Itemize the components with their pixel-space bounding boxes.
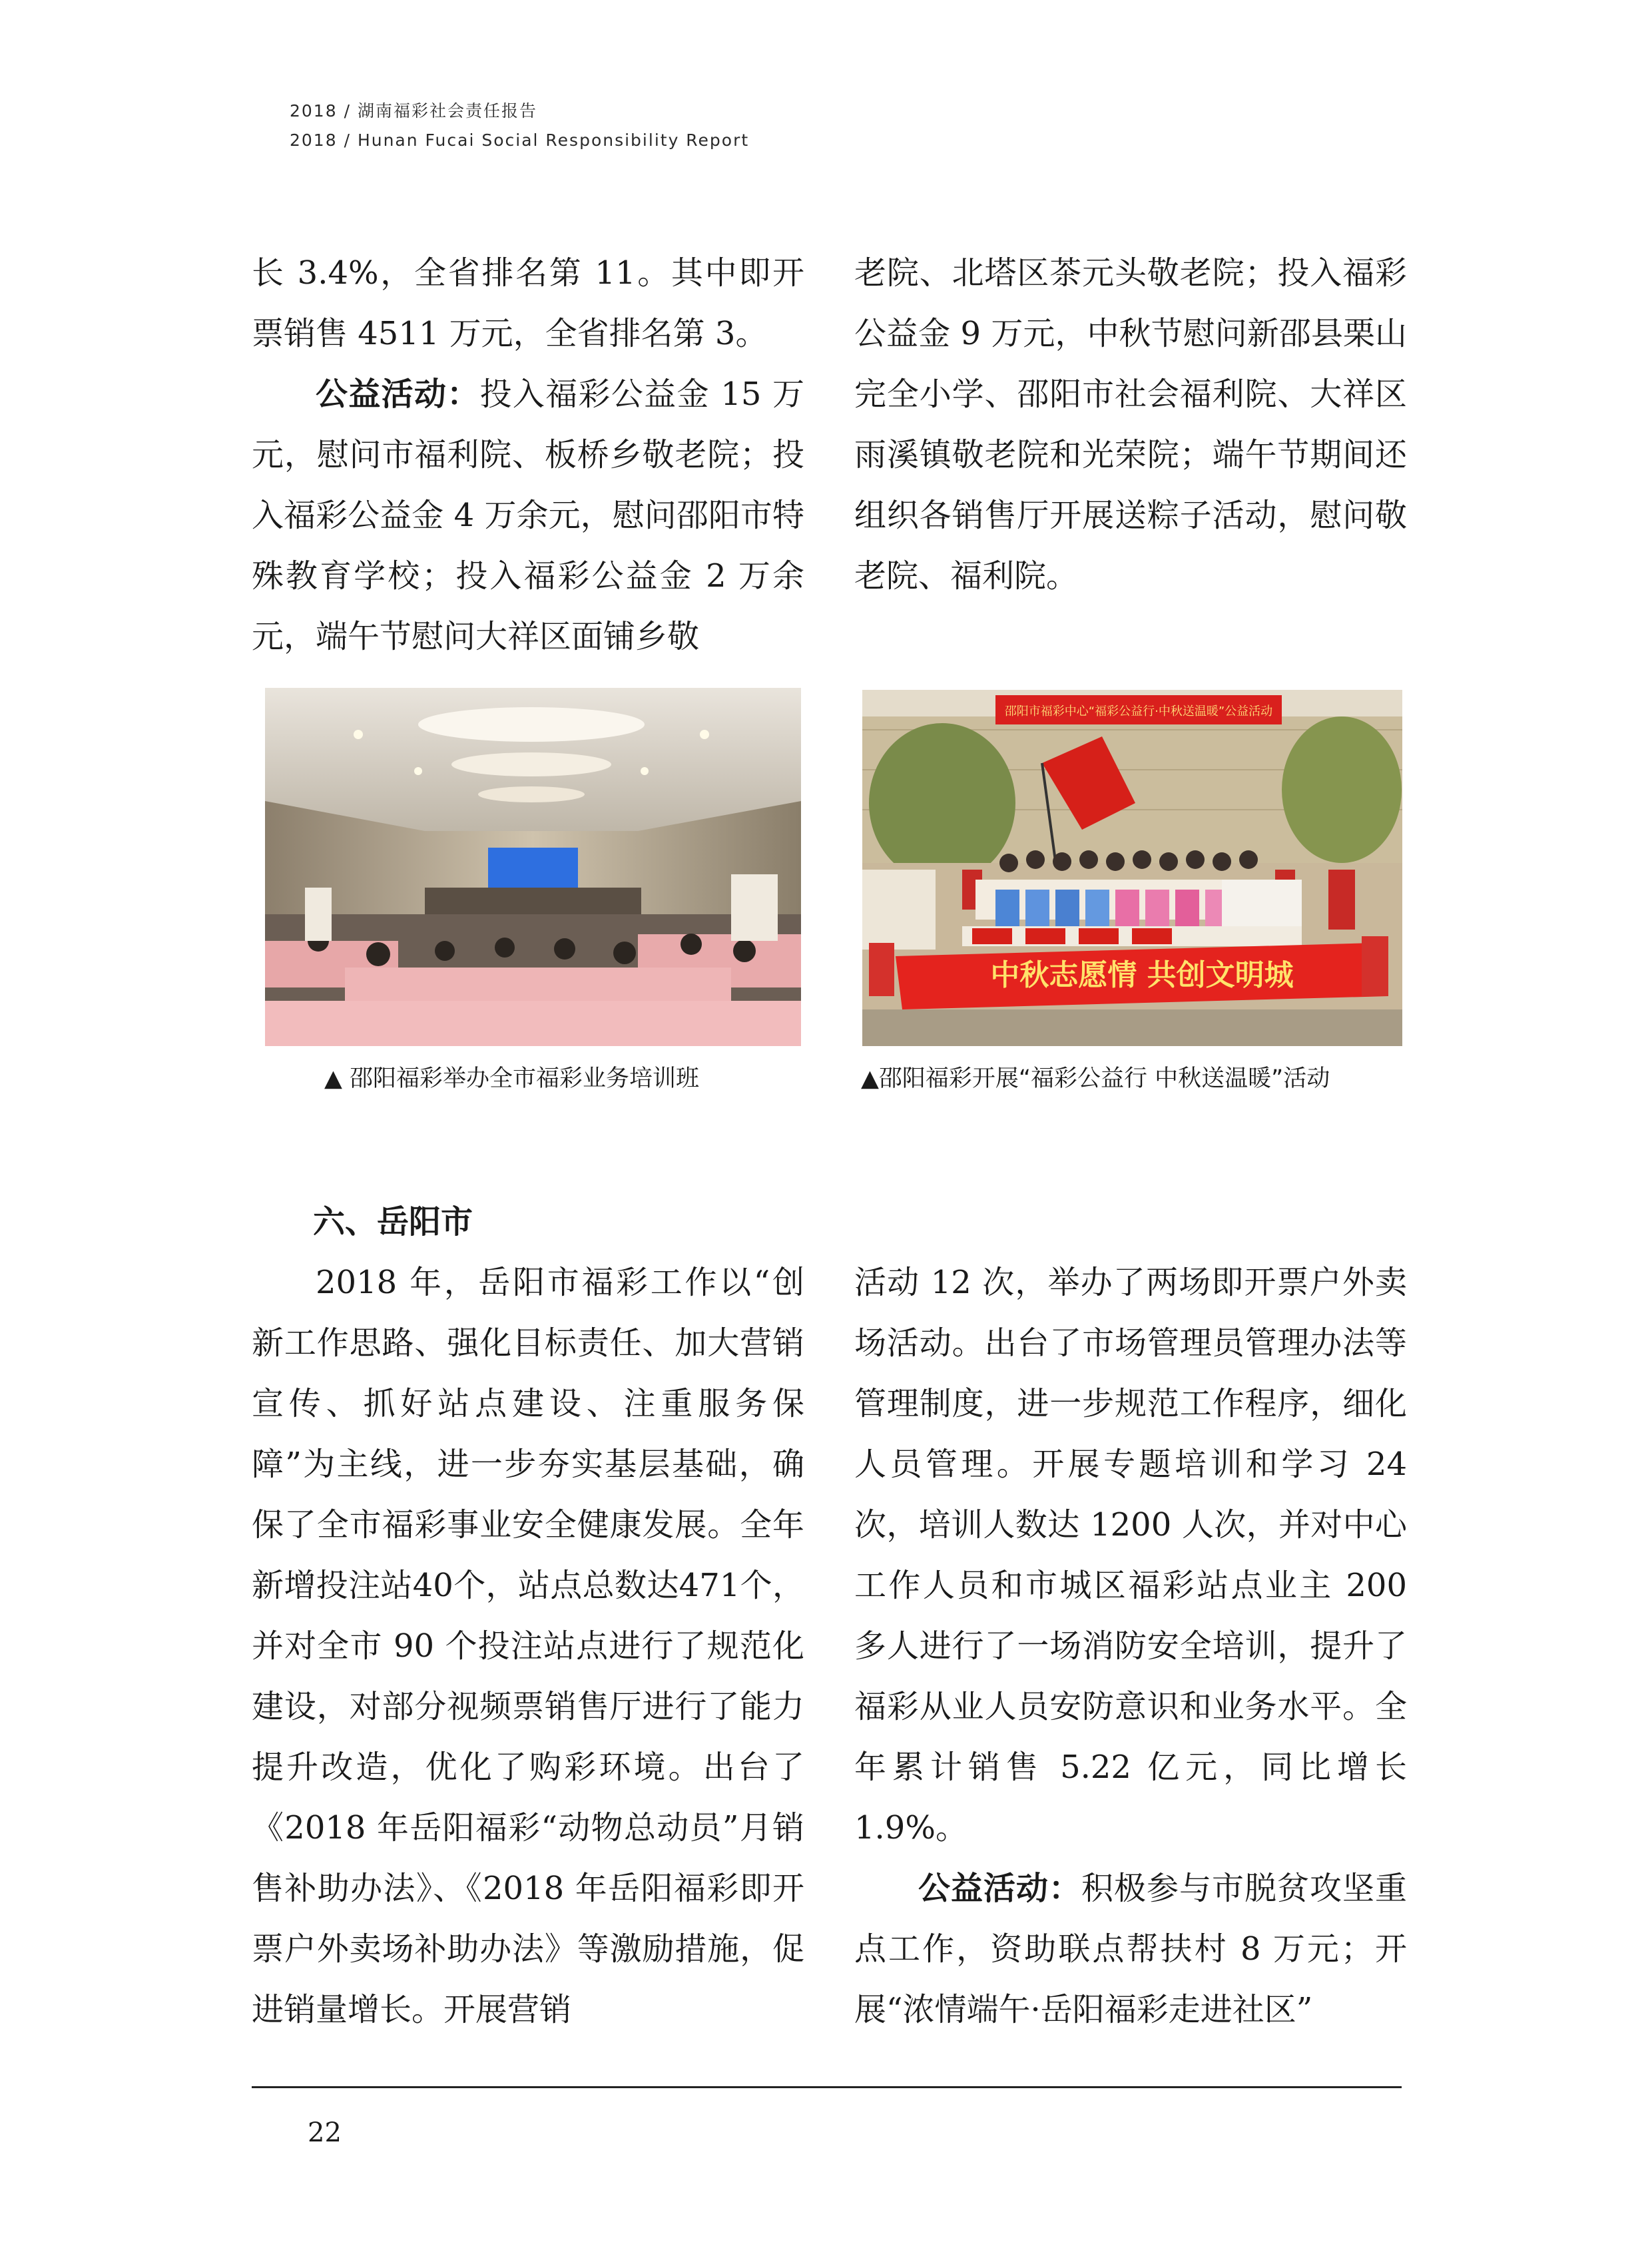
paragraph: 活动 12 次，举办了两场即开票户外卖场活动。出台了市场管理员管理办法等管理制度，进一步规范工作程序，细化人员管理。开展专题培训和学习 24 次，培训人数达 1200 人次，并对中心工作人员和市城区福彩站点业主 200 多人进行了一场消防安全培训，提升了福彩从业人员安防意识和业务水平。全年累计销售 5.22 亿元，同比增长 1.9%。 [854, 1264, 1407, 1846]
bold-label: 公益活动： [918, 1870, 1081, 1907]
top-right-column [854, 243, 1407, 607]
paragraph: 老院、北塔区茶元头敬老院；投入福彩公益金 9 万元，中秋节慰问新邵县栗山完全小学、邵阳市社会福利院、大祥区雨溪镇敬老院和光荣院；端午节期间还组织各销售厅开展送粽子活动，慰问敬老院、福利院。 [854, 254, 1407, 595]
paragraph: 2018 年，岳阳市福彩工作以“创新工作思路、强化目标责任、加大营销宣传、抓好站点建设、注重服务保障”为主线，进一步夯实基层基础，确保了全市福彩事业安全健康发展。全年新增投注站40个，站点总数达471个，并对全市 90 个投注站点进行了规范化建设，对部分视频票销售厅进行了能力提升改造，优化了购彩环境。出台了《2018 年岳阳福彩“动物总动员”月销售补助办法》、《2018 年岳阳福彩即开票户外卖场补助办法》等激励措施，促进销量增长。开展营销 [252, 1264, 804, 2028]
header-title-en: 2018 / Hunan Fucai Social Responsibility Report [290, 131, 750, 150]
photo-mid-autumn-event [862, 690, 1402, 1046]
photo-caption-left: ▲ 邵阳福彩举办全市福彩业务培训班 [324, 1065, 700, 1092]
paragraph-text: 积极参与市脱贫攻坚重点工作，资助联点帮扶村 8 万元；开展“浓情端午·岳阳福彩走进社区” [854, 1870, 1407, 2028]
paragraph [854, 1858, 1407, 2040]
bottom-right-column [854, 1253, 1407, 2040]
section-heading: 六、岳阳市 [313, 1203, 473, 1241]
mid-autumn-event-illustration [862, 690, 1402, 1046]
header-title-cn: 2018 / 湖南福彩社会责任报告 [290, 101, 537, 121]
paragraph [252, 364, 804, 667]
paragraph-text: 投入福彩公益金 15 万元，慰问市福利院、板桥乡敬老院；投入福彩公益金 4 万余元，慰问邵阳市特殊教育学校；投入福彩公益金 2 万余元，端午节慰问大祥区面铺乡敬 [252, 376, 804, 655]
footer-divider [252, 2086, 1402, 2088]
bottom-left-column [252, 1253, 804, 2040]
bold-label: 公益活动： [316, 376, 480, 413]
event-banner-text: 中秋志愿情 共创文明城 [990, 958, 1294, 992]
running-header [290, 97, 749, 155]
paragraph: 长 3.4%，全省排名第 11。其中即开票销售 4511 万元，全省排名第 3。 [252, 254, 804, 352]
photo-training-class [265, 688, 801, 1046]
top-left-column [252, 243, 804, 667]
training-class-illustration [265, 688, 801, 1046]
event-top-banner: 邵阳市福彩中心“福彩公益行·中秋送温暖”公益活动 [1004, 704, 1273, 718]
page-number: 22 [308, 2117, 342, 2148]
photo-caption-right: ▲邵阳福彩开展“福彩公益行 中秋送温暖”活动 [861, 1065, 1330, 1092]
